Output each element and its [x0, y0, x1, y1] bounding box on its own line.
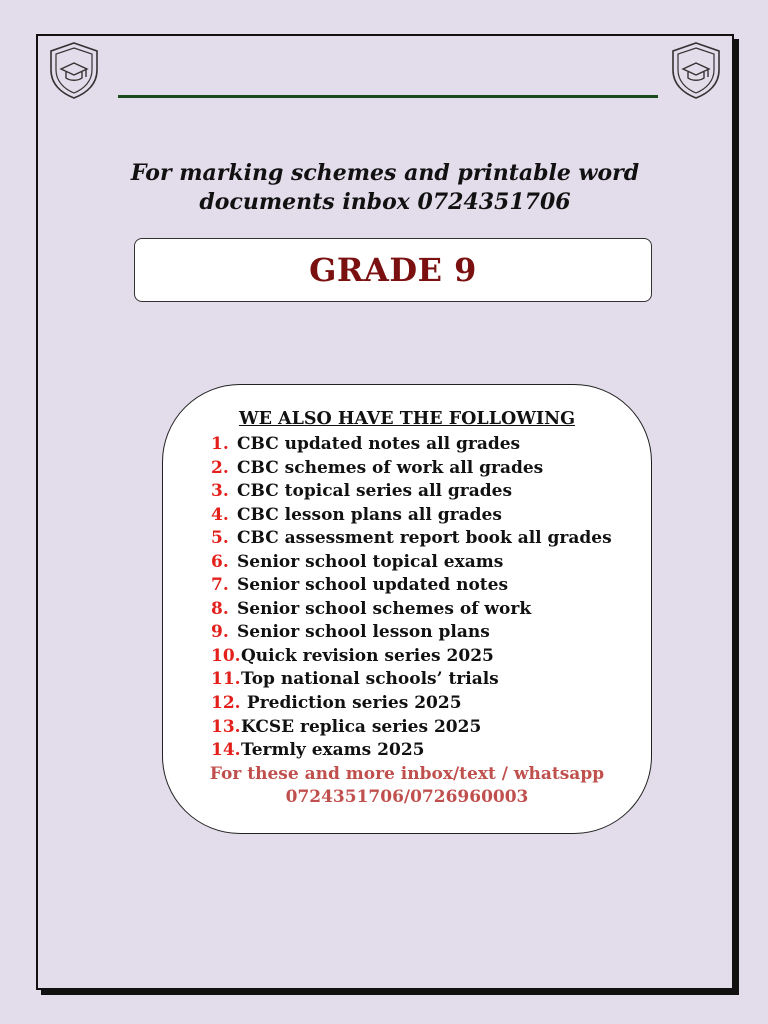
- offers-panel: [162, 384, 652, 834]
- list-item-number: 11.: [211, 669, 241, 690]
- list-item: [211, 645, 612, 669]
- list-item-number: 9.: [211, 622, 229, 643]
- list-item-number: 2.: [211, 457, 229, 478]
- list-item: [211, 504, 612, 528]
- list-item-text: Senior school lesson plans: [237, 622, 490, 643]
- contact-line-1: For these and more inbox/text / whatsapp: [209, 764, 605, 784]
- list-item-text: Senior school topical exams: [237, 551, 504, 572]
- offers-list: [211, 433, 612, 763]
- list-item-number: 12.: [211, 693, 241, 714]
- list-item-number: 4.: [211, 504, 229, 525]
- list-item-number: 6.: [211, 551, 229, 572]
- list-item-text: CBC schemes of work all grades: [237, 457, 544, 478]
- list-item-text: CBC assessment report book all grades: [237, 528, 612, 549]
- list-item: [211, 433, 612, 457]
- promo-line-1: For marking schemes and printable word: [130, 160, 640, 186]
- graduation-cap-shield-icon: [668, 40, 724, 100]
- contact-info: [163, 763, 651, 809]
- list-item-number: 1.: [211, 434, 229, 454]
- list-item-text: CBC updated notes all grades: [237, 434, 521, 454]
- list-item-text: Senior school schemes of work: [237, 598, 532, 619]
- grade-box: [134, 238, 652, 302]
- list-item-text: Quick revision series 2025: [241, 645, 494, 666]
- page-frame: [36, 34, 734, 990]
- list-item-number: 10.: [211, 645, 241, 666]
- list-item-number: 13.: [211, 716, 241, 737]
- list-item: [211, 457, 612, 481]
- list-item: [211, 598, 612, 622]
- list-item: [211, 716, 612, 740]
- header-divider: [118, 95, 658, 98]
- list-item-text: CBC topical series all grades: [237, 481, 513, 502]
- list-item-text: Top national schools’ trials: [241, 669, 499, 690]
- graduation-cap-shield-icon: [46, 40, 102, 100]
- list-item-number: 5.: [211, 528, 229, 549]
- list-item: [211, 739, 612, 763]
- offers-heading: WE ALSO HAVE THE FOLLOWING: [238, 409, 576, 429]
- list-item-number: 14.: [211, 740, 241, 761]
- list-item: [211, 574, 612, 598]
- list-item-number: 7.: [211, 575, 229, 596]
- list-item-number: 3.: [211, 481, 229, 502]
- list-item-text: Prediction series 2025: [241, 693, 462, 714]
- list-item: [211, 668, 612, 692]
- list-item: [211, 692, 612, 716]
- list-item: [211, 480, 612, 504]
- list-item-text: Senior school updated notes: [237, 575, 509, 596]
- list-item: [211, 527, 612, 551]
- list-item-text: KCSE replica series 2025: [241, 716, 482, 737]
- list-item-text: CBC lesson plans all grades: [237, 504, 502, 525]
- list-item-text: Termly exams 2025: [241, 740, 425, 761]
- list-item-number: 8.: [211, 598, 229, 619]
- promo-line-2: documents inbox 0724351706: [199, 189, 571, 215]
- list-item: [211, 551, 612, 575]
- contact-phone-numbers: 0724351706/0726960003: [285, 787, 529, 807]
- grade-title: GRADE 9: [309, 251, 477, 289]
- list-item: [211, 621, 612, 645]
